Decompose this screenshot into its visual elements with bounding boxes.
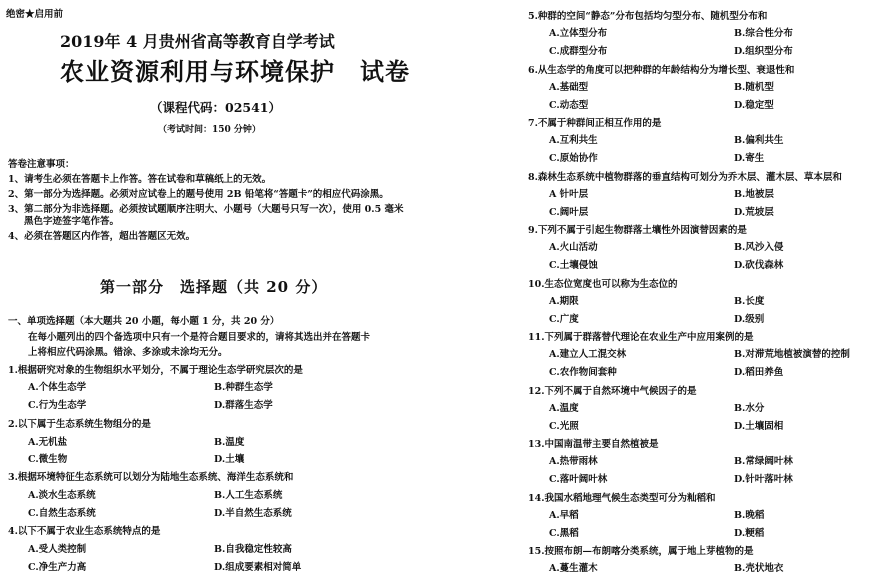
option: B.种群生态学 [214, 382, 273, 393]
option: D.组成要素相对简单 [214, 562, 302, 573]
note-item: 黑色字迹签字笔作答。 [24, 216, 120, 227]
question-stem: 9.下列不属于引起生物群落土壤性外因演替因素的是 [528, 225, 747, 236]
option: C.农作物间套种 [549, 367, 617, 378]
option: C.广度 [549, 313, 579, 325]
question-stem: 15.按照布朗—布朗喀分类系统，属于地上芽植物的是 [528, 546, 754, 557]
option: C.落叶阔叶林 [549, 474, 608, 485]
section-heading: 一、单项选择题（本大题共 20 小题，每小题 1 分，共 20 分） [8, 316, 280, 327]
option: A 针叶层 [549, 188, 589, 200]
question-stem: 7.不属于种群间正相互作用的是 [528, 118, 662, 129]
note-item: 4、必须在答题区内作答，超出答题区无效。 [8, 231, 196, 242]
option: A.早稻 [549, 509, 579, 521]
course-code: （课程代码：02541） [150, 100, 281, 115]
question-stem: 14.我国水稻地理气候生态类型可分为籼稻和 [528, 492, 716, 504]
confidential-label: 绝密★启用前 [6, 9, 64, 20]
option: D.土壤 [214, 454, 245, 465]
option: C.原始协作 [549, 153, 598, 164]
option: B.水分 [734, 402, 765, 414]
option: B.人工生态系统 [214, 490, 283, 501]
part-title: 第一部分 选择题（共 20 分） [100, 278, 328, 296]
option: C.行为生态学 [28, 400, 87, 411]
option: D.群落生态学 [214, 400, 273, 411]
option: A.蔓生灌木 [549, 563, 598, 574]
question-stem: 4.以下不属于农业生态系统特点的是 [8, 526, 161, 537]
question-stem: 13.中国南温带主要自然植被是 [528, 439, 659, 450]
option: A.无机盐 [28, 437, 68, 448]
option: B.温度 [214, 437, 245, 448]
question-stem: 6.从生态学的角度可以把种群的年龄结构分为增长型、衰退性和 [528, 64, 795, 76]
right-page [512, 0, 873, 580]
option: A.温度 [549, 402, 579, 414]
left-page [0, 0, 436, 580]
option: D.半自然生态系统 [214, 508, 292, 519]
option: B.风沙入侵 [734, 242, 784, 253]
option: D.级别 [734, 313, 765, 325]
option: B.偏利共生 [734, 135, 784, 146]
option: C.土壤侵蚀 [549, 260, 598, 271]
option: C.阔叶层 [549, 206, 589, 218]
question-stem: 1.根据研究对象的生物组织水平划分，不属于理论生态学研究层次的是 [8, 365, 303, 376]
option: C.净生产力高 [28, 562, 87, 573]
option: D.针叶落叶林 [734, 474, 793, 485]
option: B.长度 [734, 295, 765, 307]
option: A.互利共生 [549, 135, 598, 146]
note-item: 2、第一部分为选择题。必须对应试卷上的题号使用 2B 铅笔将“答题卡”的相应代码涂黑。 [8, 189, 389, 200]
option: A.热带雨林 [549, 456, 598, 467]
option: D.稳定型 [734, 99, 774, 111]
option: C.黑稻 [549, 527, 579, 539]
option: A.淡水生态系统 [28, 490, 96, 501]
option: C.动态型 [549, 99, 589, 111]
option: C.微生物 [28, 454, 68, 465]
question-stem: 2.以下属于生态系统生物组分的是 [8, 419, 151, 430]
option: D.组织型分布 [734, 46, 793, 57]
option: B.对滞荒地植被演替的控制 [734, 349, 850, 360]
option: A.建立人工混交林 [549, 349, 627, 360]
option: B.壳状地衣 [734, 563, 784, 574]
section-instruction: 在每小题列出的四个备选项中只有一个是符合题目要求的，请将其选出并在答题卡 [28, 332, 371, 343]
question-stem: 8.森林生态系统中植物群落的垂直结构可划分为乔木层、灌木层、草本层和 [528, 171, 842, 183]
option: A.基础型 [549, 81, 589, 93]
note-item: 1、请考生必须在答题卡上作答。答在试卷和草稿纸上的无效。 [8, 174, 272, 185]
exam-title: 2019年 4 月贵州省高等教育自学考试 [60, 32, 335, 51]
option: A.受人类控制 [28, 544, 87, 555]
option: A.期限 [549, 295, 579, 307]
paper-title: 农业资源利用与环境保护 试卷 [60, 57, 410, 86]
option: D.砍伐森林 [734, 260, 784, 271]
option: A.火山活动 [549, 242, 598, 253]
notes-heading: 答卷注意事项： [8, 159, 75, 170]
question-stem: 10.生态位宽度也可以称为生态位的 [528, 278, 678, 290]
option: B.地被层 [734, 188, 774, 200]
option: D.土壤固相 [734, 420, 784, 432]
option: D.稻田养鱼 [734, 367, 784, 378]
option: A.立体型分布 [549, 28, 608, 39]
option: A.个体生态学 [28, 382, 87, 393]
option: C.光照 [549, 420, 579, 432]
option: B.常绿阔叶林 [734, 456, 793, 467]
option: D.荒坡层 [734, 206, 774, 218]
option: C.自然生态系统 [28, 508, 96, 519]
option: B.随机型 [734, 81, 774, 93]
option: B.综合性分布 [734, 28, 793, 39]
section-instruction: 上将相应代码涂黑。错涂、多涂或未涂均无分。 [28, 347, 228, 358]
question-stem: 3.根据环境特征生态系统可以划分为陆地生态系统、海洋生态系统和 [8, 472, 294, 483]
option: C.成群型分布 [549, 46, 608, 57]
option: D.粳稻 [734, 527, 765, 539]
note-item: 3、第二部分为非选择题。必须按试题顺序注明大、小题号（大题号只写一次），使用 0.5 毫米 [8, 204, 404, 215]
question-stem: 5.种群的空间“静态”分布包括均匀型分布、随机型分布和 [528, 11, 768, 22]
exam-time: （考试时间：150 分钟） [158, 125, 261, 135]
question-stem: 11.下列属于群落替代理论在农业生产中应用案例的是 [528, 332, 754, 343]
option: D.寄生 [734, 153, 765, 164]
option: B.晚稻 [734, 509, 765, 521]
option: B.自我稳定性较高 [214, 544, 292, 555]
question-stem: 12.下列不属于自然环境中气候因子的是 [528, 385, 697, 397]
